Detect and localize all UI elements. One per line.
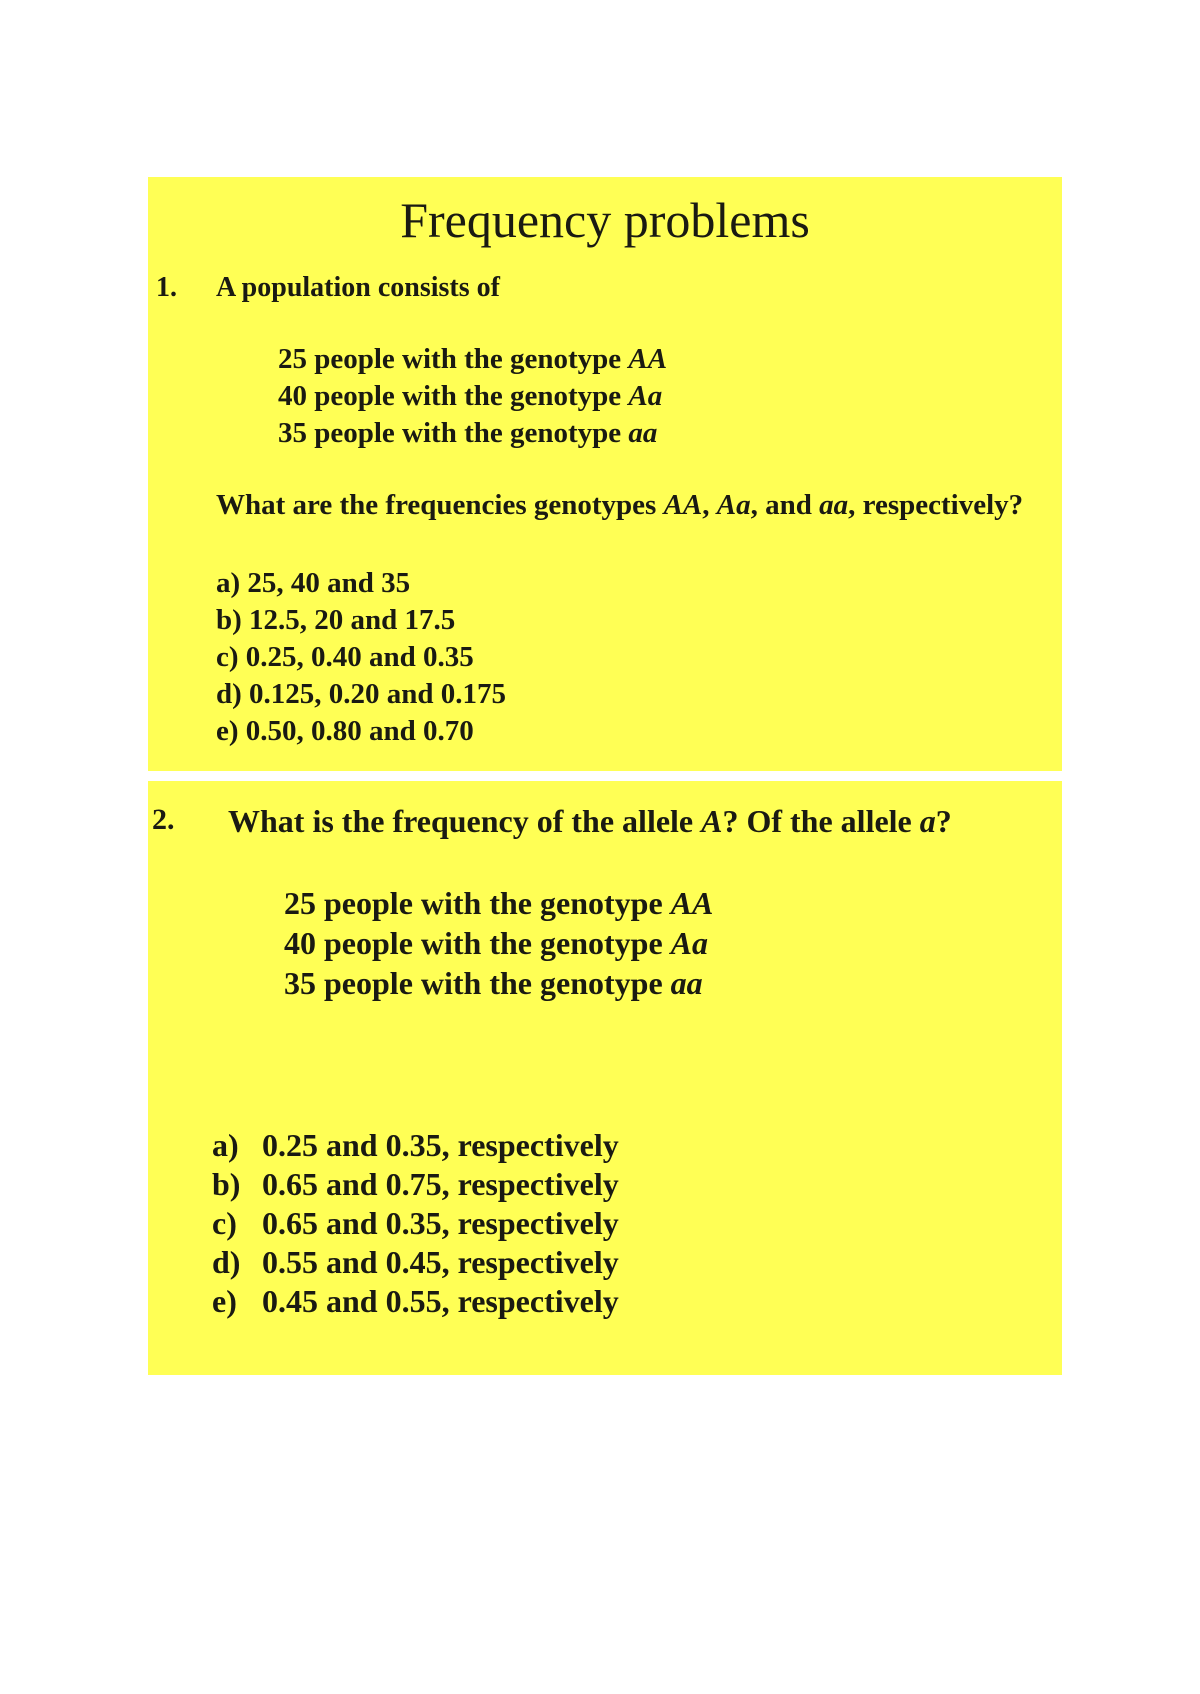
problem-1-option-d: d) 0.125, 0.20 and 0.175: [216, 678, 507, 710]
problem-1-genotype-line: 35 people with the genotype aa: [278, 417, 658, 449]
problem-1-intro: A population consists of: [216, 272, 500, 303]
problem-1-genotype-line: 40 people with the genotype Aa: [278, 380, 663, 412]
problem-2-genotype-line: 25 people with the genotype AA: [284, 885, 714, 921]
problem-2-panel: [148, 781, 1062, 1375]
problem-1-option-e: e) 0.50, 0.80 and 0.70: [216, 715, 474, 747]
problem-1-number: 1.: [156, 272, 177, 303]
problem-1-panel: [148, 177, 1062, 771]
problem-2-question: What is the frequency of the allele A? Of the allele a?: [228, 803, 952, 839]
problem-2-number: 2.: [152, 803, 175, 836]
problem-2-genotype-line: 40 people with the genotype Aa: [284, 925, 708, 961]
problem-1-genotype-line: 25 people with the genotype AA: [278, 343, 668, 375]
problem-2-option-e: e) 0.45 and 0.55, respectively: [212, 1283, 619, 1319]
problem-1-option-a: a) 25, 40 and 35: [216, 567, 411, 599]
problem-2-option-b: b) 0.65 and 0.75, respectively: [212, 1166, 619, 1202]
page-title: Frequency problems: [400, 192, 810, 248]
problem-1-option-c: c) 0.25, 0.40 and 0.35: [216, 641, 474, 673]
problem-2-option-c: c) 0.65 and 0.35, respectively: [212, 1205, 619, 1241]
problem-1-option-b: b) 12.5, 20 and 17.5: [216, 604, 456, 636]
problem-2-genotype-line: 35 people with the genotype aa: [284, 965, 703, 1001]
problem-2-option-a: a) 0.25 and 0.35, respectively: [212, 1127, 619, 1163]
problem-2-option-d: d) 0.55 and 0.45, respectively: [212, 1244, 619, 1280]
problem-1-question: What are the frequencies genotypes AA, Aa, and aa, respectively?: [216, 489, 1024, 521]
